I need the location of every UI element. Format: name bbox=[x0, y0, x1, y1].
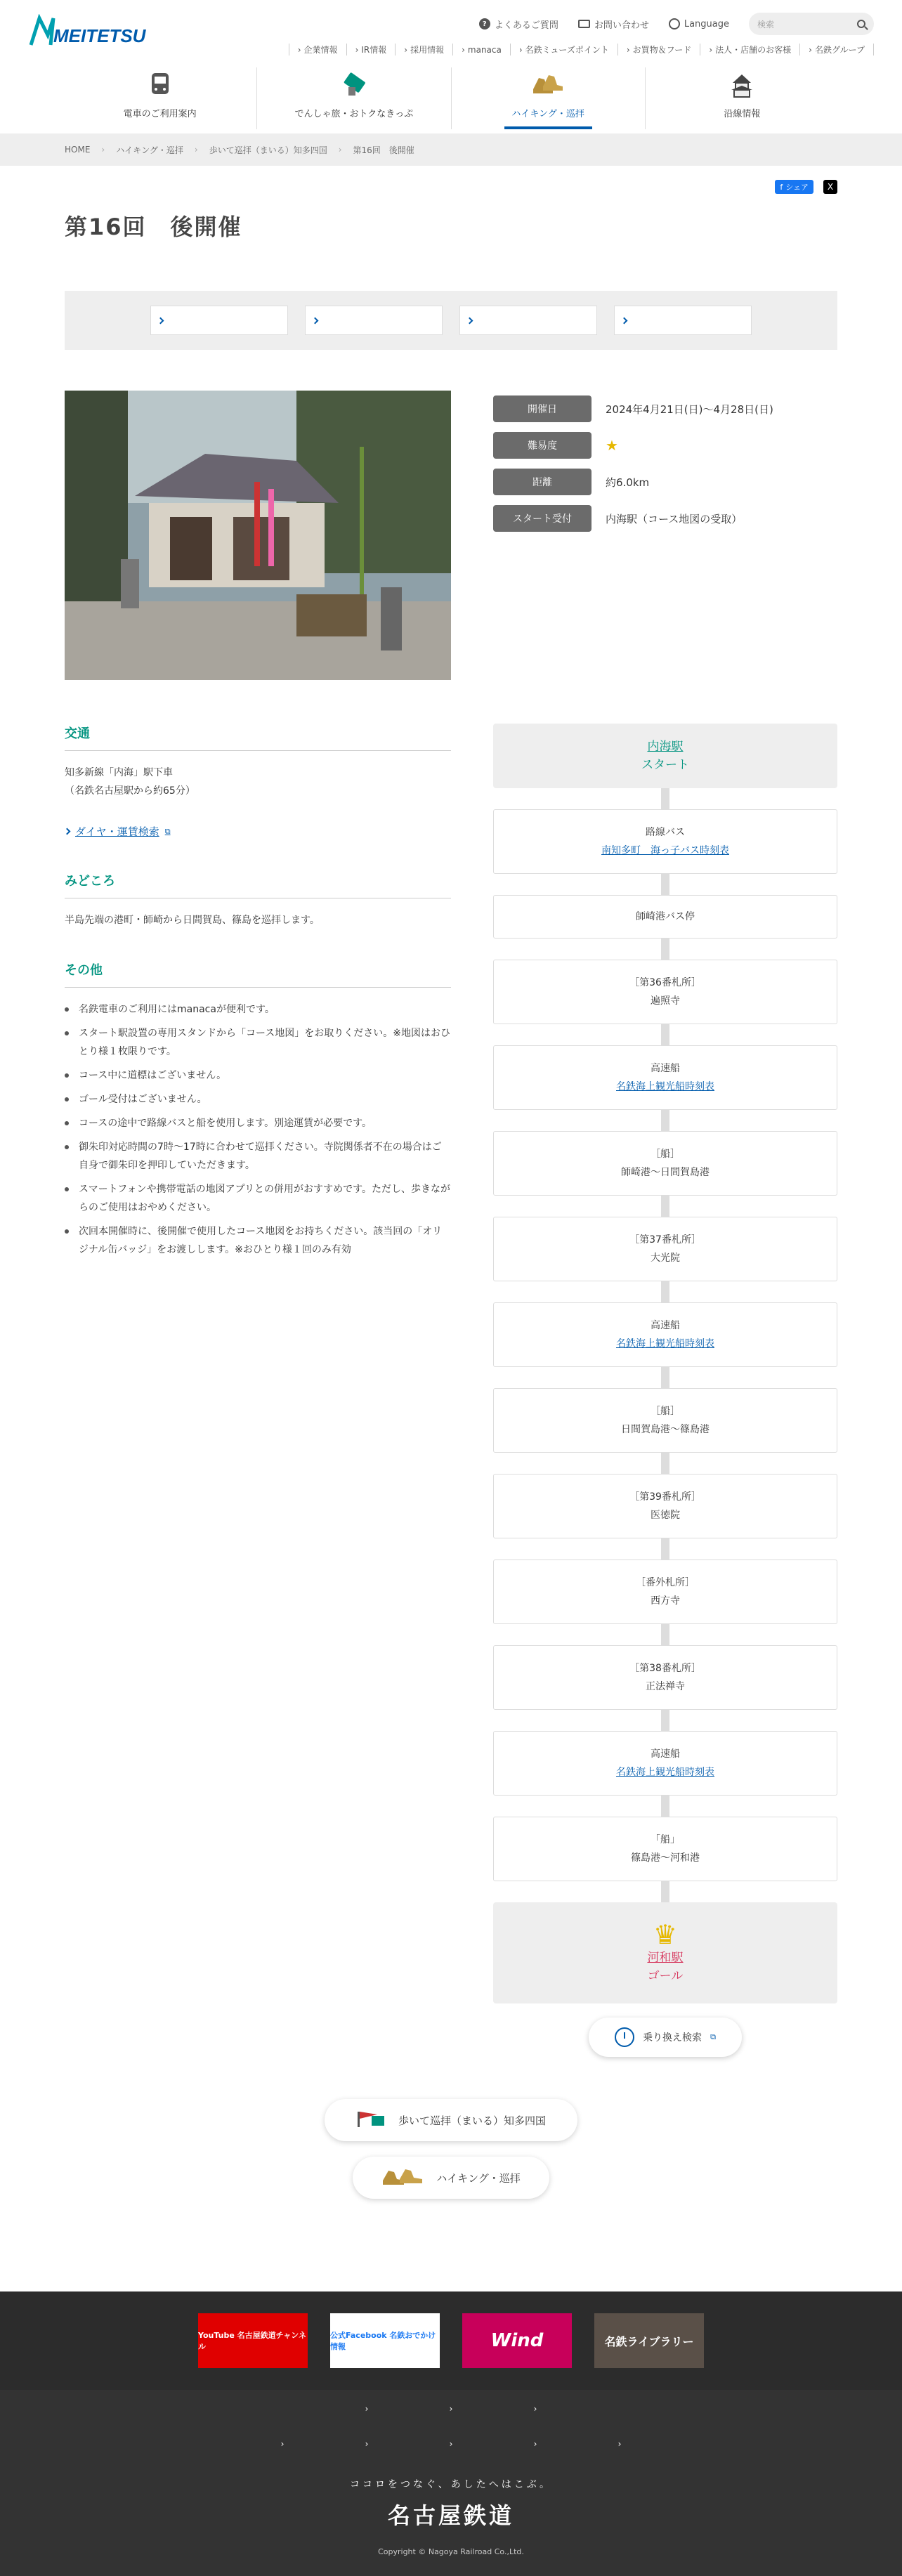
footer-link[interactable]: › bbox=[365, 2404, 369, 2414]
info-row-distance bbox=[493, 464, 837, 500]
ferry-timetable-link[interactable]: 名鉄海上観光船時刻表 bbox=[616, 1338, 714, 1349]
back-to-hiking-button[interactable] bbox=[353, 2157, 549, 2199]
route-goal bbox=[493, 1902, 837, 2003]
info-value: 内海駅（コース地図の受取） bbox=[606, 512, 743, 525]
search-placeholder: 検索 bbox=[757, 19, 775, 30]
share-buttons bbox=[775, 180, 837, 194]
footer-link[interactable]: › bbox=[533, 2439, 537, 2449]
timetable-search-link[interactable] bbox=[65, 824, 451, 839]
castle-icon bbox=[726, 71, 758, 99]
nav-trip-tickets-label: でんしゃ旅・おトクなきっぷ bbox=[294, 109, 414, 119]
route-step-title: ［船］ bbox=[651, 1149, 680, 1160]
route-step-place: 篠島港〜河和港 bbox=[631, 1852, 700, 1864]
route-step-title: ［第37番札所］ bbox=[629, 1234, 701, 1245]
highlights-text: 半島先端の港町・師崎から日間賀島、篠島を巡拝します。 bbox=[65, 915, 320, 926]
nav-trip-tickets[interactable] bbox=[256, 67, 450, 129]
breadcrumb-home[interactable]: HOME bbox=[65, 145, 91, 155]
facebook-icon: f bbox=[780, 182, 783, 192]
route-step-place: 医徳院 bbox=[651, 1510, 680, 1521]
info-label: 難易度 bbox=[493, 432, 591, 459]
route-step-title: ［船］ bbox=[651, 1406, 680, 1417]
site-header bbox=[0, 0, 902, 133]
sublink-group[interactable]: › 名鉄グループ bbox=[799, 44, 874, 55]
info-value: 2024年4月21日(日)〜4月28日(日) bbox=[606, 403, 773, 416]
back-to-chita-shikoku-button[interactable] bbox=[325, 2099, 577, 2141]
route-connector bbox=[661, 1453, 669, 1474]
access-text: （名鉄名古屋駅から約65分） bbox=[65, 785, 195, 797]
nav-train-guide-label: 電車のご利用案内 bbox=[123, 109, 197, 119]
language-link[interactable] bbox=[669, 18, 729, 30]
list-item: スタート駅設置の専用スタンドから「コース地図」をお取りください。※地図はおひとり様１枚限りです。 bbox=[65, 1024, 451, 1061]
breadcrumb-hiking[interactable]: ハイキング・巡拝 bbox=[116, 145, 183, 155]
facebook-banner[interactable]: 公式Facebook 名鉄おでかけ情報 bbox=[330, 2313, 440, 2368]
nav-train-guide[interactable] bbox=[63, 67, 256, 129]
route-step-place: 正法禅寺 bbox=[646, 1681, 685, 1692]
footer-links-row bbox=[0, 2404, 902, 2414]
list-item: 名鉄電車のご利用にはmanacaが便利です。 bbox=[65, 1000, 451, 1019]
search-input[interactable] bbox=[749, 13, 874, 35]
info-value: 約6.0km bbox=[606, 476, 650, 489]
route-connector bbox=[661, 1710, 669, 1731]
route-step bbox=[493, 1645, 837, 1710]
footer-brand: 名古屋鉄道 bbox=[387, 2502, 514, 2529]
details-column bbox=[65, 724, 451, 1264]
chevron-right-icon bbox=[621, 317, 628, 324]
nav-area-info-label: 沿線情報 bbox=[724, 109, 761, 119]
goal-label: ゴール bbox=[647, 1969, 684, 1983]
ticket-icon bbox=[338, 71, 370, 99]
route-step bbox=[493, 960, 837, 1024]
flag-icon bbox=[356, 2109, 387, 2131]
footer-link[interactable]: › bbox=[280, 2439, 285, 2449]
info-row-difficulty bbox=[493, 427, 837, 464]
anchor-tab[interactable] bbox=[150, 306, 288, 335]
library-banner[interactable]: 名鉄ライブラリー bbox=[594, 2313, 704, 2368]
footer-banners bbox=[0, 2291, 902, 2390]
bus-timetable-link[interactable]: 南知多町 海っ子バス時刻表 bbox=[601, 845, 729, 856]
other-heading: その他 bbox=[65, 960, 451, 988]
info-row-date bbox=[493, 391, 837, 427]
info-label: スタート受付 bbox=[493, 505, 591, 532]
utility-nav bbox=[479, 13, 874, 35]
route-step-place: 日間賀島港〜篠島港 bbox=[621, 1424, 710, 1435]
route-step bbox=[493, 1388, 837, 1453]
chevron-right-icon bbox=[64, 828, 71, 835]
star-icon: ★ bbox=[606, 437, 618, 454]
route-connector bbox=[661, 1624, 669, 1645]
route-connector bbox=[661, 1196, 669, 1217]
sublink-recruit[interactable]: › 採用情報 bbox=[395, 44, 452, 55]
route-timeline bbox=[493, 724, 837, 2003]
route-step-title: ［第36番札所］ bbox=[629, 977, 701, 988]
facebook-share-button[interactable] bbox=[775, 180, 813, 194]
train-icon bbox=[144, 71, 176, 99]
route-connector bbox=[661, 788, 669, 809]
route-step-place: 西方寺 bbox=[651, 1595, 680, 1607]
list-item: コースの途中で路線バスと船を使用します。別途運賃が必要です。 bbox=[65, 1114, 451, 1132]
route-step bbox=[493, 1560, 837, 1624]
route-step-title: 高速船 bbox=[651, 1320, 680, 1331]
list-item: コース中に道標はございません。 bbox=[65, 1066, 451, 1085]
access-text: 知多新線「内海」駅下車 bbox=[65, 767, 173, 778]
access-heading: 交通 bbox=[65, 724, 451, 751]
anchor-tab[interactable] bbox=[305, 306, 443, 335]
breadcrumb-current: 第16回 後開催 bbox=[353, 145, 414, 155]
route-connector bbox=[661, 1538, 669, 1560]
breadcrumb-separator: › bbox=[338, 145, 342, 155]
transfer-search-button[interactable] bbox=[589, 2018, 742, 2057]
anchor-tab[interactable] bbox=[459, 306, 597, 335]
route-connector bbox=[661, 1281, 669, 1302]
transfer-search-label: 乗り換え検索 bbox=[643, 2032, 702, 2044]
event-info bbox=[493, 391, 837, 537]
route-connector bbox=[661, 1367, 669, 1388]
question-icon: ? bbox=[479, 18, 490, 30]
copyright: Copyright © Nagoya Railroad Co.,Ltd. bbox=[378, 2547, 524, 2556]
sub-links bbox=[289, 44, 874, 55]
route-step-title: 高速船 bbox=[651, 1748, 680, 1760]
external-link-icon: ⧉ bbox=[164, 826, 171, 836]
back-button-label: ハイキング・巡拝 bbox=[436, 2171, 521, 2185]
facebook-share-label: シェア bbox=[785, 183, 809, 192]
route-step-place: 遍照寺 bbox=[651, 995, 680, 1007]
route-step-title: 師崎港バス停 bbox=[636, 911, 695, 922]
footer-links-row bbox=[0, 2439, 902, 2449]
shoes-icon bbox=[532, 71, 564, 99]
route-step bbox=[493, 1474, 837, 1538]
sublink-shopping[interactable]: › お買物＆フード bbox=[617, 44, 700, 55]
notes-list bbox=[65, 1000, 451, 1259]
goal-station[interactable]: 河和駅 bbox=[647, 1951, 684, 1965]
svg-text:MEITETSU: MEITETSU bbox=[53, 25, 146, 46]
route-connector bbox=[661, 939, 669, 960]
info-row-start bbox=[493, 500, 837, 537]
route-step bbox=[493, 895, 837, 939]
nav-hiking-label: ハイキング・巡拝 bbox=[511, 109, 584, 119]
footer-link[interactable]: › bbox=[533, 2404, 537, 2414]
crown-icon: ♛ bbox=[653, 1919, 678, 1950]
route-step-place: 大光院 bbox=[651, 1253, 680, 1264]
route-step-title: 高速船 bbox=[651, 1063, 680, 1074]
globe-icon bbox=[669, 18, 680, 30]
info-label: 開催日 bbox=[493, 395, 591, 422]
footer-link[interactable]: › bbox=[365, 2439, 369, 2449]
highlights-heading: みどころ bbox=[65, 871, 451, 898]
back-button-label: 歩いて巡拝（まいる）知多四国 bbox=[398, 2114, 546, 2127]
route-connector bbox=[661, 874, 669, 895]
contact-label: お問い合わせ bbox=[594, 20, 649, 31]
footer-link[interactable]: › bbox=[449, 2439, 453, 2449]
breadcrumb-chita-shikoku[interactable]: 歩いて巡拝（まいる）知多四国 bbox=[209, 145, 327, 155]
route-step bbox=[493, 1302, 837, 1367]
ferry-timetable-link[interactable]: 名鉄海上観光船時刻表 bbox=[616, 1081, 714, 1092]
sublink-manaca[interactable]: › manaca bbox=[452, 44, 510, 55]
mail-icon bbox=[578, 20, 590, 28]
page-title: 第16回 後開催 bbox=[65, 214, 242, 240]
sublink-business[interactable]: › 法人・店舗のお客様 bbox=[700, 44, 799, 55]
route-step-title: 路線バス bbox=[646, 827, 685, 838]
footer-tagline: ココロをつなぐ、あしたへはこぶ。 bbox=[350, 2479, 552, 2490]
route-step bbox=[493, 809, 837, 874]
faq-label: よくあるご質問 bbox=[494, 20, 558, 31]
start-label: スタート bbox=[641, 758, 689, 772]
route-connector bbox=[661, 1796, 669, 1817]
ferry-timetable-link[interactable]: 名鉄海上観光船時刻表 bbox=[616, 1767, 714, 1778]
footer-link[interactable]: › bbox=[449, 2404, 453, 2414]
nav-area-info[interactable] bbox=[645, 67, 839, 129]
list-item: ゴール受付はございません。 bbox=[65, 1090, 451, 1109]
temple-photo bbox=[65, 391, 451, 680]
faq-link[interactable] bbox=[479, 18, 558, 31]
route-connector bbox=[661, 1024, 669, 1045]
route-step-place: 師崎港〜日間賀島港 bbox=[621, 1167, 710, 1178]
route-step-title: ［番外札所］ bbox=[636, 1577, 695, 1588]
sublink-ir[interactable]: › IR情報 bbox=[346, 44, 396, 55]
x-share-button[interactable]: X bbox=[823, 180, 837, 194]
route-step bbox=[493, 1045, 837, 1110]
route-step-title: ［第39番札所］ bbox=[629, 1491, 701, 1503]
route-step bbox=[493, 1731, 837, 1796]
route-step bbox=[493, 1217, 837, 1281]
external-link-icon: ⧉ bbox=[710, 2032, 716, 2041]
clock-icon bbox=[615, 2027, 634, 2047]
breadcrumb-separator: › bbox=[101, 145, 105, 155]
sublink-muse[interactable]: › 名鉄ミューズポイント bbox=[510, 44, 617, 55]
route-start bbox=[493, 724, 837, 788]
site-logo[interactable] bbox=[28, 14, 148, 48]
wind-banner[interactable]: Wind bbox=[462, 2313, 572, 2368]
chevron-right-icon bbox=[466, 317, 473, 324]
route-step bbox=[493, 1131, 837, 1196]
footer-link[interactable]: › bbox=[617, 2439, 622, 2449]
language-label: Language bbox=[684, 18, 729, 30]
breadcrumb-separator: › bbox=[194, 145, 198, 155]
chevron-right-icon bbox=[312, 317, 319, 324]
site-footer bbox=[0, 2291, 902, 2576]
anchor-tab[interactable] bbox=[614, 306, 752, 335]
nav-hiking[interactable] bbox=[451, 67, 645, 129]
global-nav bbox=[63, 67, 839, 129]
youtube-banner[interactable]: YouTube 名古屋鉄道チャンネル bbox=[198, 2313, 308, 2368]
timetable-search-label: ダイヤ・運賃検索 bbox=[75, 825, 159, 838]
chevron-right-icon bbox=[157, 317, 164, 324]
shoes-icon bbox=[381, 2166, 425, 2189]
list-item: 御朱印対応時間の7時〜17時に合わせて巡拝ください。寺院関係者不在の場合はご自身で御朱印を押印していただきます。 bbox=[65, 1138, 451, 1175]
list-item: 次回本開催時に、後開催で使用したコース地図をお持ちください。該当回の「オリジナル缶バッジ」をお渡しします。※おひとり様１回のみ有効 bbox=[65, 1222, 451, 1259]
route-step-title: ［第38番札所］ bbox=[629, 1663, 701, 1674]
route-connector bbox=[661, 1110, 669, 1131]
breadcrumb bbox=[0, 133, 902, 166]
route-step bbox=[493, 1817, 837, 1881]
start-station[interactable]: 内海駅 bbox=[647, 740, 684, 754]
sublink-corporate[interactable]: › 企業情報 bbox=[289, 44, 346, 55]
route-connector bbox=[661, 1881, 669, 1902]
list-item: スマートフォンや携帯電話の地図アプリとの併用がおすすめです。ただし、歩きながらのご使用はおやめください。 bbox=[65, 1180, 451, 1217]
route-step-title: 「船」 bbox=[651, 1834, 680, 1845]
contact-link[interactable] bbox=[578, 18, 649, 31]
anchor-tabs bbox=[65, 291, 837, 350]
info-label: 距離 bbox=[493, 469, 591, 495]
search-icon[interactable] bbox=[857, 20, 865, 28]
